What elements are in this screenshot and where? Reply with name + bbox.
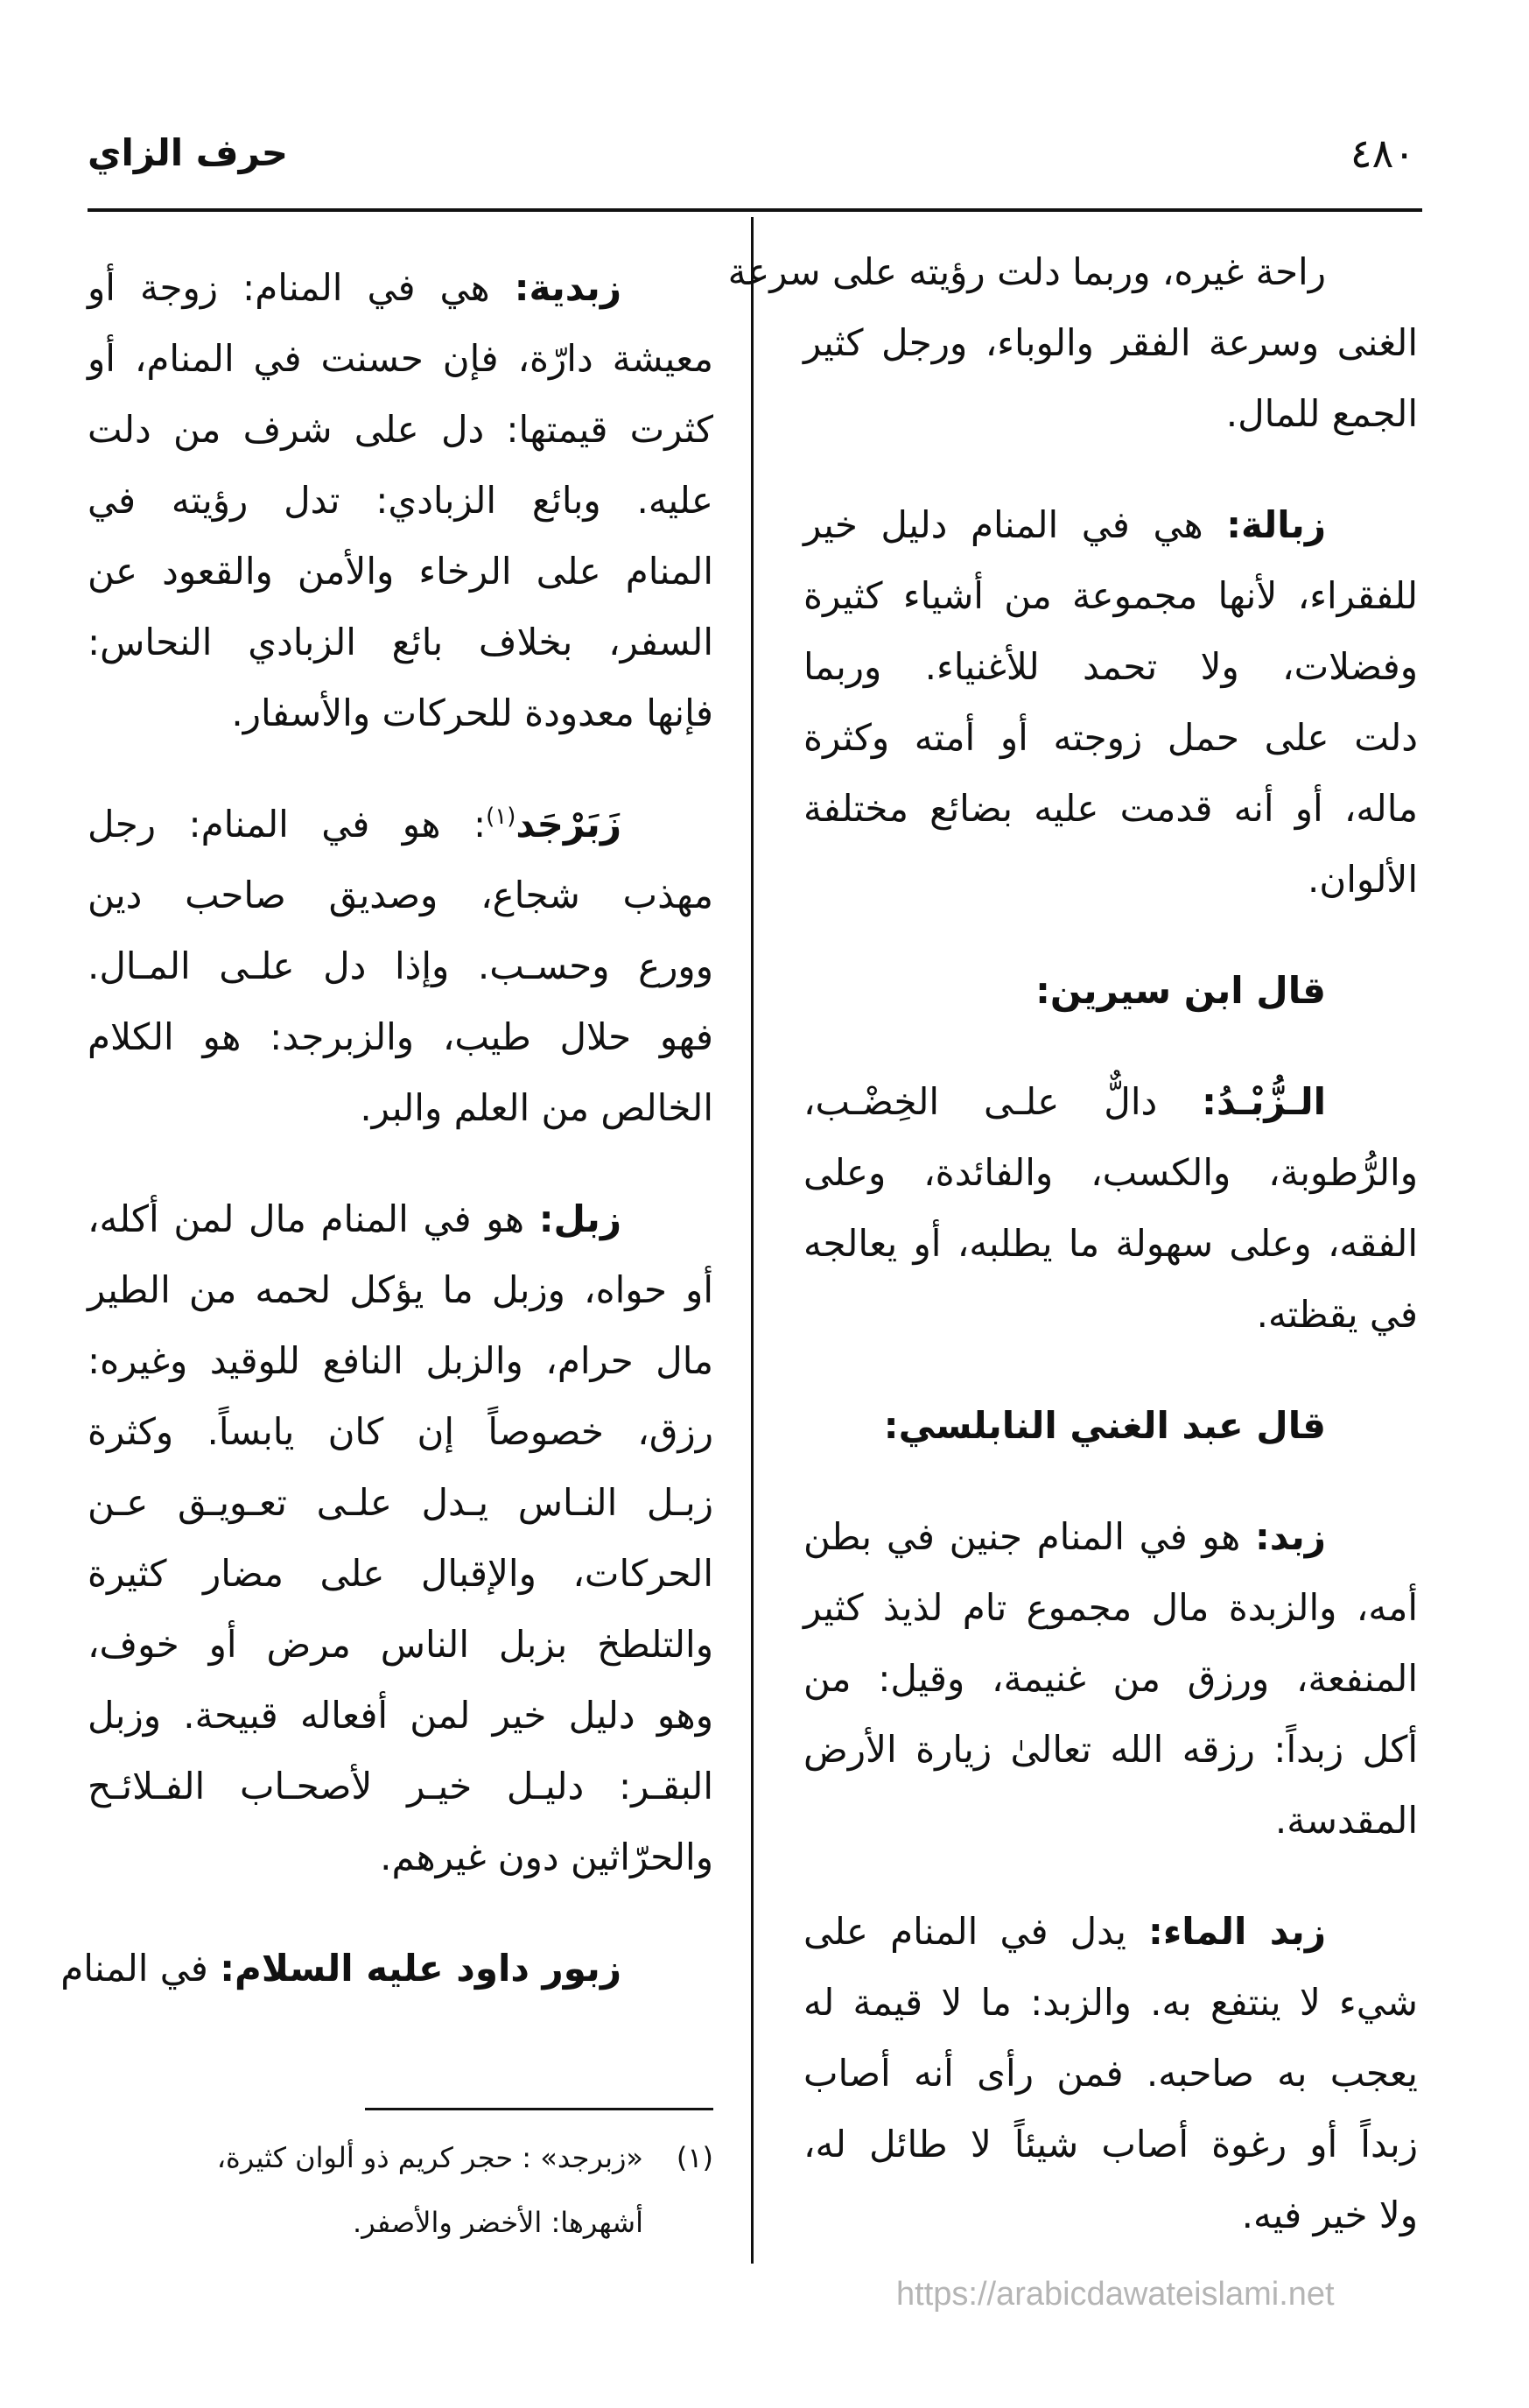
text-line [88,1001,713,1072]
chapter-title: حرف الزاي [88,131,288,174]
text-line [88,860,713,930]
text-line [803,1501,1418,1572]
line-text: في يقظته. [1256,1293,1418,1336]
text-line [803,1896,1418,1967]
line-text: وورع وحسـب. وإذا دل علـى المـال. [88,944,713,987]
line-text: أكل زبداً: رزقه الله تعالىٰ زيارة الأرض [803,1728,1418,1771]
left-column [60,252,713,2044]
line-text: وفضلات، ولا تحمد للأغنياء. وربما [803,645,1418,688]
line-text: الخالص من العلم والبر. [360,1086,713,1129]
column-divider [751,217,754,2264]
text-line [88,1325,713,1396]
footnote-text: أشهرها: الأخضر والأصفر. [353,2206,643,2239]
entry-paragraph [803,1501,1418,1856]
line-text: دالٌّ علـى الخِضْـب، [803,1080,1203,1123]
line-text: : هو في المنام: رجل [88,803,487,846]
text-line [803,1643,1418,1714]
text-line [88,1072,713,1143]
line-text: مهذب شجاع، وصديق صاحب دين [88,874,713,916]
footnote-line [88,2125,713,2190]
text-line [88,1467,713,1538]
line-text: راحة غيره، وربما دلت رؤيته على سرعة [727,250,1326,293]
line-text: ولا خير فيه. [1241,2194,1418,2236]
text-line [88,1822,713,1892]
entry-paragraph [88,1183,713,1892]
text-line [88,1254,713,1325]
line-text: دلت على حمل زوجته أو أمته وكثرة [803,716,1418,759]
line-text: الغنى وسرعة الفقر والوباء، ورجل كثير [803,321,1418,364]
footnote-text: «زبرجد» : حجر كريم ذو ألوان كثيرة، [216,2141,643,2174]
text-line [88,1183,713,1254]
page-number: ٤٨٠ [1350,130,1415,177]
text-line [803,489,1418,560]
line-text: هو في المنام مال لمن أكله، [88,1197,539,1240]
text-line [803,1137,1418,1208]
text-line [88,536,713,607]
text-line [60,1933,713,2004]
text-line [803,1785,1418,1856]
footnote-ref[interactable]: (١) [486,804,516,830]
line-text: معيشة دارّة، فإن حسنت في المنام، أو [88,337,713,380]
entry-term: الـزُّبْـدُ: [1202,1080,1326,1123]
line-text: عليه. وبائع الزبادي: تدل رؤيته في [88,479,713,522]
text-line [803,1572,1418,1643]
header-rule [88,208,1422,212]
text-line [88,1680,713,1751]
line-text: يعجب به صاحبه. فمن رأى أنه أصاب [803,2052,1418,2095]
line-text: ماله، أو أنه قدمت عليه بضائع مختلفة [803,787,1418,830]
line-text: الحركات، والإقبال على مضار كثيرة [88,1552,713,1595]
right-column [727,236,1418,2291]
text-line [803,1066,1418,1137]
text-line [803,773,1418,844]
text-line [803,2180,1418,2250]
line-text: للفقراء، لأنها مجموعة من أشياء كثيرة [803,574,1418,617]
text-line [803,1208,1418,1279]
text-line [88,323,713,394]
text-line [803,955,1418,1026]
entry-term: زبور داود عليه السلام: [220,1947,621,1990]
text-line [727,236,1418,307]
line-text: قال ابن سيرين: [1035,969,1326,1012]
line-text: والتلطخ بزبل الناس مرض أو خوف، [88,1623,713,1666]
footnote [88,2125,713,2255]
entry-paragraph [803,489,1418,915]
text-line [88,1538,713,1609]
text-line [803,1279,1418,1350]
line-text: الجمع للمال. [1225,392,1418,435]
watermark-url: https://arabicdawateislami.net [896,2276,1335,2313]
line-text: أمه، والزبدة مال مجموع تام لذيذ كثير [803,1586,1418,1629]
line-text: والرُّطوبة، والكسب، والفائدة، وعلى [803,1151,1418,1194]
line-text: هي في المنام: زوجة أو [88,266,515,309]
text-line [88,1751,713,1822]
entry-term: زبل: [538,1197,621,1240]
text-line [88,1396,713,1467]
text-line [803,702,1418,773]
text-line [803,844,1418,915]
line-text: يدل في المنام على [803,1910,1149,1953]
line-text: وهو دليل خير لمن أفعاله قبيحة. وزبل [88,1694,713,1737]
line-text: والحرّاثين دون غيرهم. [380,1836,713,1878]
line-text: الألوان. [1308,858,1418,901]
line-text: أو حواه، وزبل ما يؤكل لحمه من الطير [88,1268,713,1311]
entry-term: زَبَرْجَد [516,803,621,846]
text-line [803,1714,1418,1785]
section-heading [803,955,1418,1026]
entry-term: زبد الماء: [1148,1910,1326,1953]
line-text: المقدسة. [1274,1799,1418,1842]
entry-paragraph [803,1896,1418,2250]
text-line [803,2109,1418,2180]
line-text: هي في المنام دليل خير [803,503,1227,546]
text-line [803,2038,1418,2109]
text-line [88,394,713,465]
text-line [803,378,1418,449]
line-text: رزق، خصوصاً إن كان يابساً. وكثرة [88,1410,713,1453]
line-text: فهو حلال طيب، والزبرجد: هو الكلام [88,1015,713,1058]
line-text: هو في المنام جنين في بطن [803,1515,1255,1558]
entry-paragraph [60,1933,713,2004]
line-text: فإنها معدودة للحركات والأسفار. [231,692,713,734]
line-text: المنام على الرخاء والأمن والقعود عن [88,550,713,593]
entry-term: زبالة: [1226,503,1326,546]
footnote-rule [365,2108,713,2110]
line-text: قال عبد الغني النابلسي: [883,1404,1326,1447]
text-line [803,1390,1418,1461]
text-line [88,789,713,860]
entry-paragraph [88,252,713,748]
text-line [88,607,713,677]
footnote-line [88,2190,713,2255]
text-line [803,560,1418,631]
text-line [88,252,713,323]
entry-paragraph [727,236,1418,449]
line-text: المنفعة، ورزق من غنيمة، وقيل: من [803,1657,1418,1700]
footnote-number: (١) [676,2141,713,2174]
section-heading [803,1390,1418,1461]
text-line [88,677,713,748]
entry-paragraph [803,1066,1418,1350]
line-text: الفقه، وعلى سهولة ما يطلبه، أو يعالجه [803,1222,1418,1265]
text-line [88,465,713,536]
line-text: شيء لا ينتفع به. والزبد: ما لا قيمة له [803,1981,1418,2024]
line-text: البقـر: دليـل خيـر لأصحـاب الفـلائـح [88,1765,713,1808]
entry-term: زبد: [1254,1515,1326,1558]
text-line [803,1967,1418,2038]
text-line [803,307,1418,378]
text-line [88,930,713,1001]
text-line [803,631,1418,702]
line-text: كثرت قيمتها: دل على شرف من دلت [88,408,713,451]
line-text: السفر، بخلاف بائع الزبادي النحاس: [88,621,713,663]
line-text: زبداً أو رغوة أصاب شيئاً لا طائل له، [803,2123,1418,2166]
line-text: مال حرام، والزبل النافع للوقيد وغيره: [88,1339,713,1382]
entry-paragraph [88,789,713,1143]
entry-term: زبدية: [514,266,621,309]
line-text: في المنام [60,1947,221,1990]
line-text: زبـل النـاس يـدل علـى تعـويـق عـن [88,1481,713,1524]
text-line [88,1609,713,1680]
